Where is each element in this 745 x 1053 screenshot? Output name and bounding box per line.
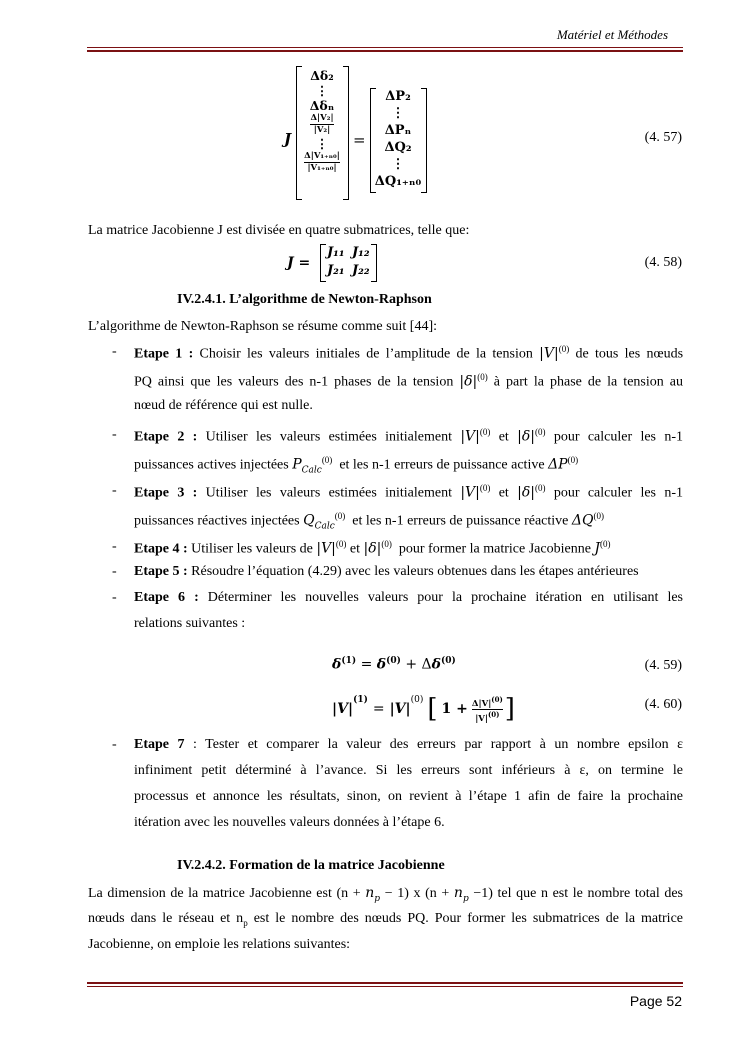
step-6-line-2: relations suivantes :: [134, 616, 246, 631]
step-1-line-2: PQ ainsi que les valeurs des n-1 phases de la tension $|\delta|^{(0)}$ à part la phase de la tension au: [134, 372, 683, 390]
bullet-dash: -: [112, 590, 117, 605]
eq58-j21: J₂₁: [327, 263, 345, 278]
step-6-line-1: Etape 6 : Déterminer les nouvelles valeurs pour la prochaine itération en utilisant les: [134, 590, 683, 605]
bullet-dash: -: [112, 564, 117, 579]
eq58-lhs: J =: [287, 255, 311, 271]
step-7-line-4: itération avec les nouvelles valeurs données à l’étape 6.: [134, 815, 445, 830]
eq58-j22: J₂₂: [352, 263, 370, 278]
step-7-line-1: Etape 7 : Tester et comparer la valeur des erreurs par rapport à un nombre epsilon ε: [134, 737, 684, 752]
vec-frac-v2: $\frac{\text{Δ|V₂|}}{\text{|V₂|}}$: [310, 113, 334, 135]
header-rule-thin: [87, 47, 683, 48]
step-7-line-3: processus et annonce les résultats, sinon, on revient à l’étape 1 afin de faire la prochaine: [134, 789, 683, 804]
footer-rule-thin: [87, 986, 683, 987]
page-number: Page 52: [629, 993, 682, 1009]
vec-delta-delta-n: Δδₙ: [309, 98, 335, 113]
step-2-line-2: puissances actives injectées $P_{Calc}^{(0)}$ et les n-1 erreurs de puissance active ΔP$^{(0)}$: [134, 455, 579, 476]
bullet-dash: -: [112, 539, 117, 554]
jacobian-symbol: J: [284, 130, 292, 148]
step-1-line-3: nœud de référence qui est nulle.: [134, 398, 313, 413]
equation-number-4-58: (4. 58): [644, 255, 682, 270]
step-7-line-2: infiniment petit déterminé à l’avance. Si les erreurs sont inférieurs à ε, on termine le: [134, 763, 683, 778]
eq58-j12: J₁₂: [352, 245, 370, 260]
section-heading-newton-raphson: IV.2.4.1. L’algorithme de Newton-Raphson: [177, 292, 432, 307]
running-header: Matériel et Méthodes: [556, 27, 668, 42]
vec-frac-v1n0: $\frac{\text{Δ|V₁₊ₙ₀|}}{\text{|V₁₊ₙ₀|}}$: [304, 151, 340, 173]
step-5: Etape 5 : Résoudre l’équation (4.29) avec les valeurs obtenues dans les étapes antérieures: [134, 564, 639, 579]
vec-delta-delta-2: Δδ₂: [310, 68, 334, 83]
paragraph-dimension-line-3: Jacobienne, on emploie les relations suivantes:: [88, 937, 351, 952]
bullet-dash: -: [112, 427, 117, 442]
vec-vdots-2: ⋮: [315, 136, 329, 151]
eq58-j11: J₁₁: [327, 245, 345, 260]
paragraph-algorithm-intro: L’algorithme de Newton-Raphson se résume comme suit [44]:: [88, 319, 438, 334]
paragraph-dimension-line-1: La dimension de la matrice Jacobienne est $(n + n_p - 1)$ x $(n + n_p -1)$ tel que n est le nombre total des: [88, 885, 684, 904]
section-heading-jacobian-formation: IV.2.4.2. Formation de la matrice Jacobienne: [177, 858, 445, 873]
eq58-left-bracket: [320, 244, 326, 282]
step-1-line-1: Etape 1 : Choisir les valeurs initiales de l’amplitude de la tension $|V|^{(0)}$ de tous les nœuds: [134, 344, 684, 362]
eq60-left-bracket: [: [427, 694, 438, 725]
equals-sign: =: [353, 131, 366, 149]
vec-vdots: ⋮: [315, 83, 329, 98]
eq58-right-bracket: [371, 244, 377, 282]
bullet-dash: -: [112, 344, 117, 359]
step-3-line-2: puissances réactives injectées $Q_{Calc}^{(0)}$ et les n-1 erreurs de puissance réactive ΔQ$^{(0)}$: [134, 511, 604, 532]
header-rule-thick: [87, 50, 683, 52]
bullet-dash: -: [112, 737, 117, 752]
eq60-right-bracket: ]: [504, 694, 515, 725]
equation-number-4-60: (4. 60): [644, 697, 682, 712]
step-4: Etape 4 : Utiliser les valeurs de $|V|^{(0)}$ et $|\delta|^{(0)}$ pour former la matrice Jacobienne $J^{(0)}$: [134, 539, 611, 557]
equation-number-4-59: (4. 59): [644, 658, 682, 673]
paragraph-submatrices: La matrice Jacobienne J est divisée en quatre submatrices, telle que:: [88, 223, 470, 238]
footer-rule-thick: [87, 982, 683, 984]
step-3-line-1: Etape 3 : Utiliser les valeurs estimées initialement $|V|^{(0)}$ et $|\delta|^{(0)}$ pour calculer les n-1: [134, 483, 684, 501]
bullet-dash: -: [112, 483, 117, 498]
delta-vector: [300, 68, 344, 174]
equation-number-4-57: (4. 57): [644, 130, 682, 145]
step-2-line-1: Etape 2 : Utiliser les valeurs estimées initialement $|V|^{(0)}$ et $|\delta|^{(0)}$ pour calculer les n-1: [134, 427, 684, 445]
mismatch-vector: ΔP₂ ⋮ ΔPₙ ΔQ₂ ⋮ ΔQ₁₊ₙ₀: [374, 89, 422, 189]
paragraph-dimension-line-2: nœuds dans le réseau et $n_p$ est le nombre des nœuds PQ. Pour former les submatrices de la matrice: [88, 911, 684, 928]
